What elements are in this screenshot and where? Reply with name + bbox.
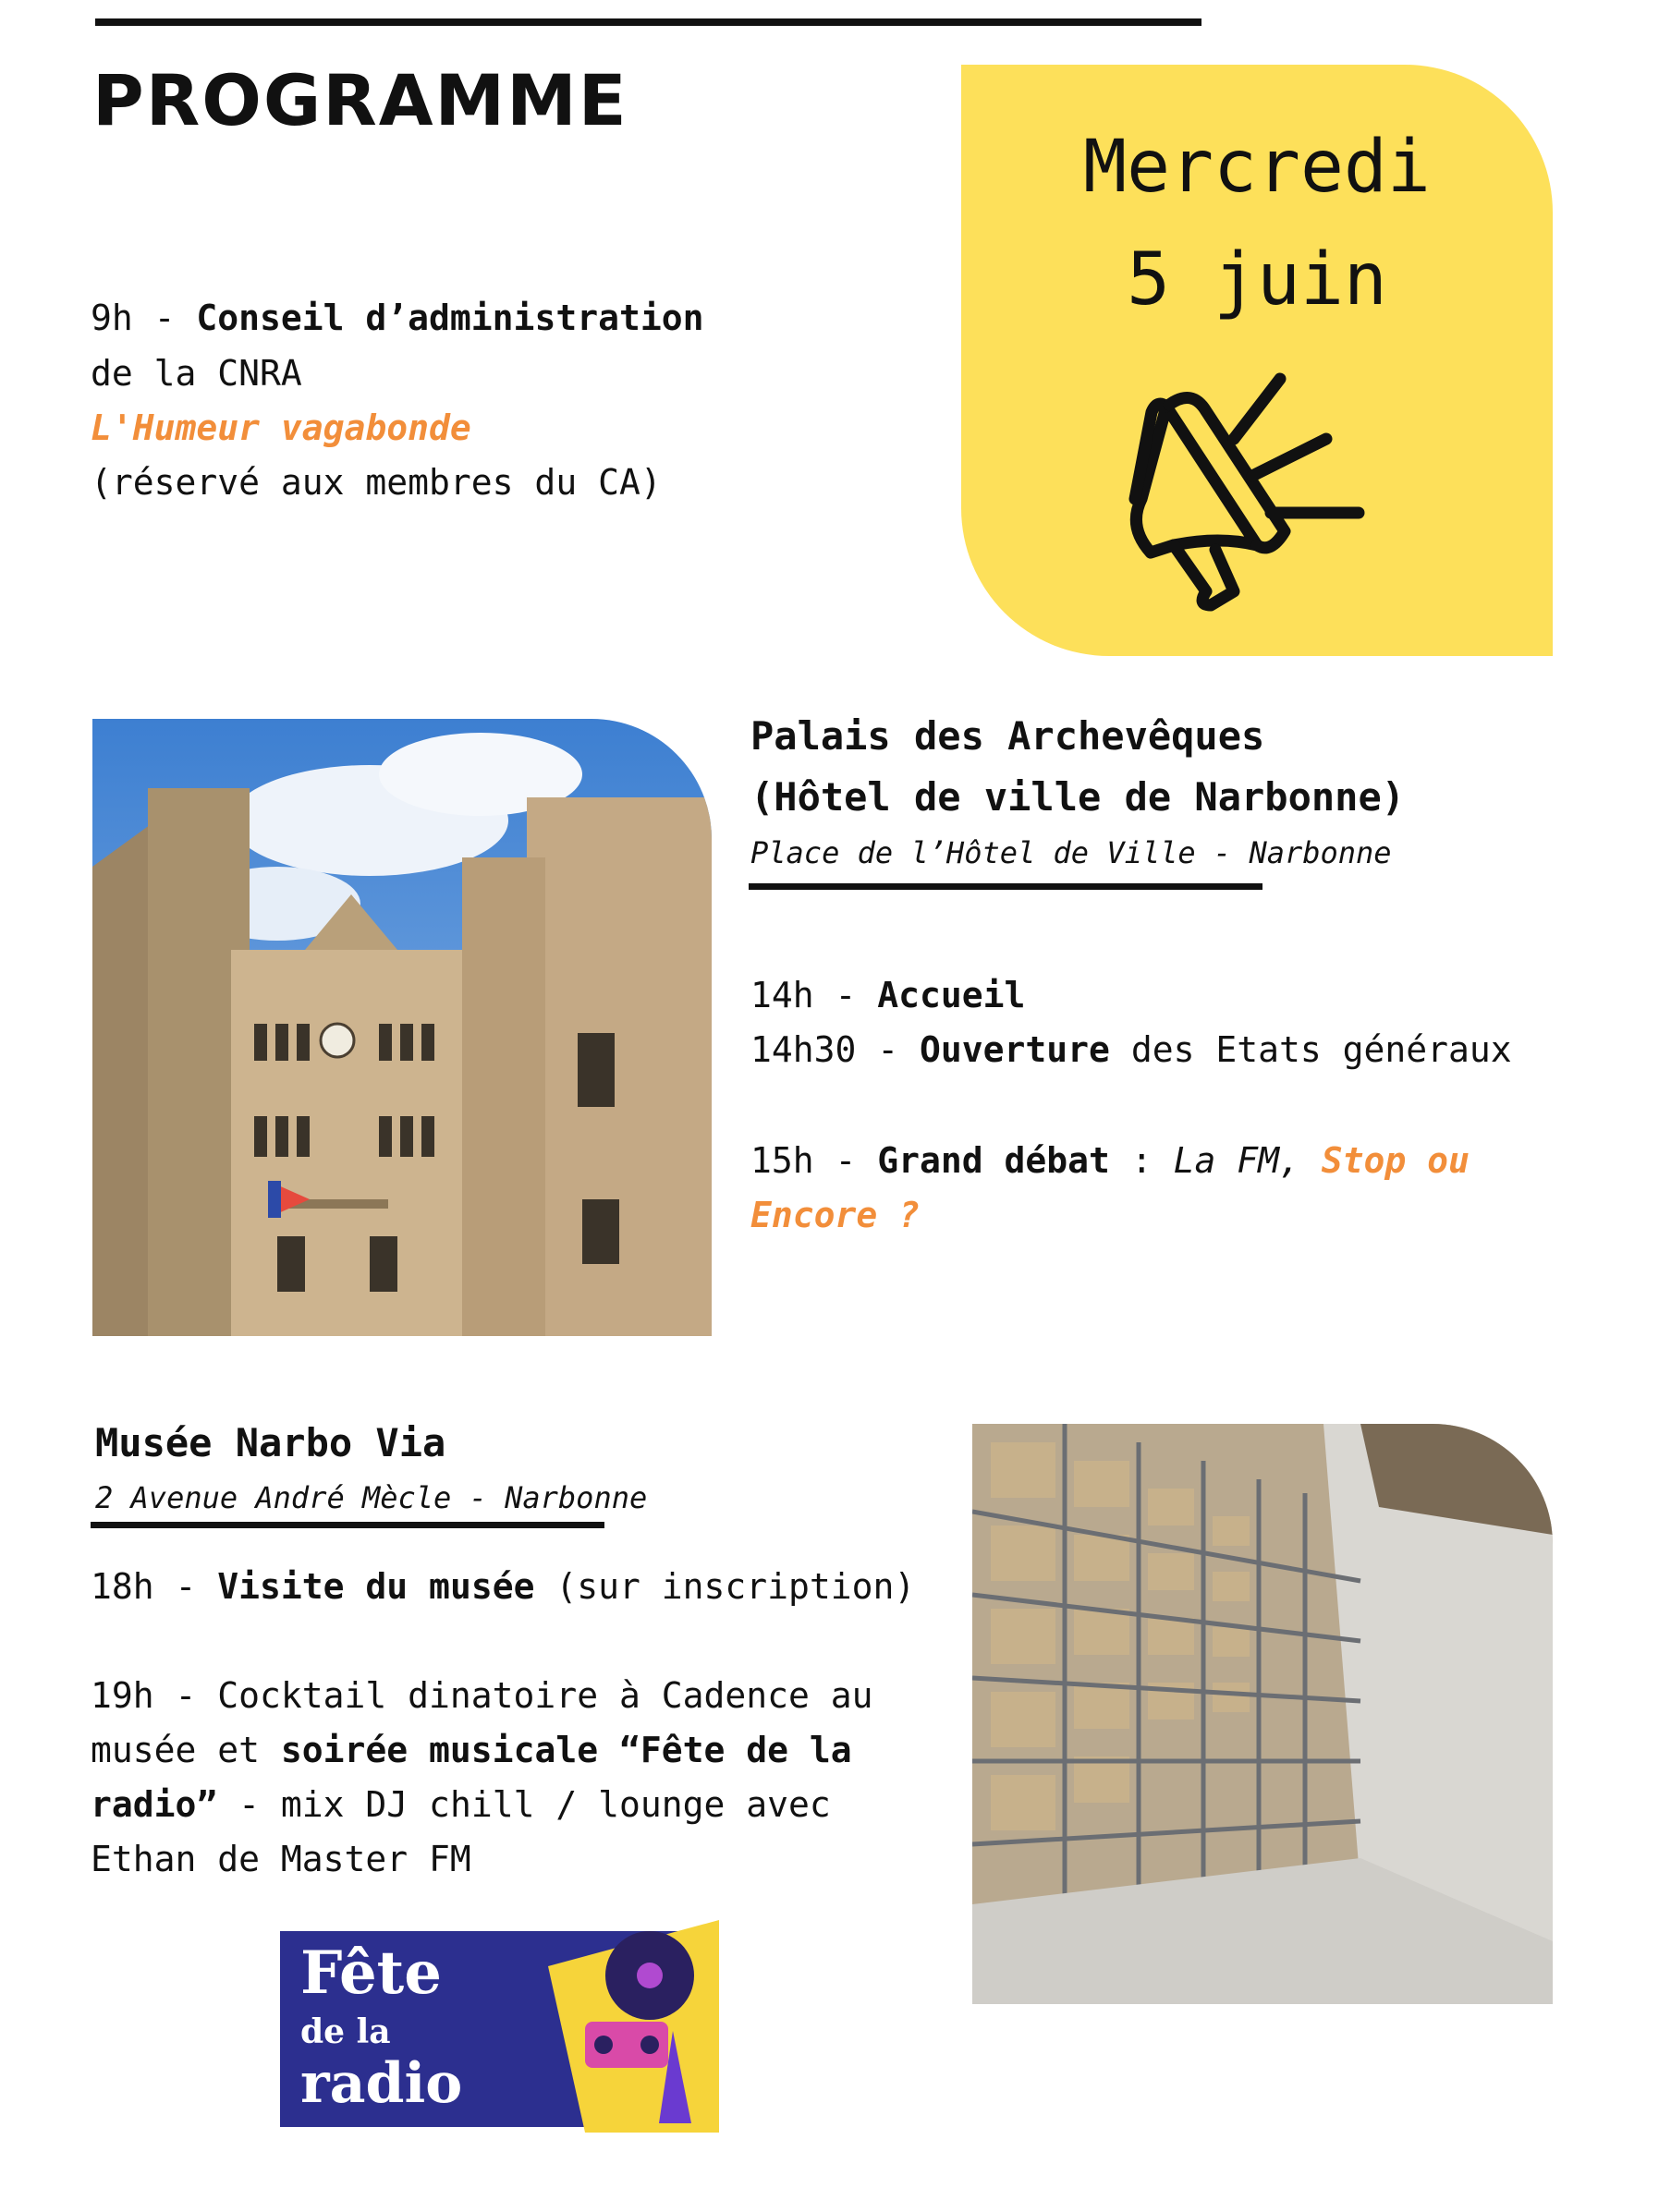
museum-address-underline [91,1522,604,1528]
date-day: 5 juin [1127,238,1387,322]
fete-de-la-radio-logo [280,1920,719,2133]
logo-decoration [511,1920,719,2133]
top-rule [95,18,1201,26]
museum-name: Musée Narbo Via [95,1420,446,1465]
palace-event-3: 15h - Grand débat : La FM, Stop ou [750,1140,1470,1181]
palace-photo [92,719,712,1336]
morning-line1: 9h - Conseil d’administration [91,298,704,338]
museum-visit: 18h - Visite du musée (sur inscription) [91,1566,916,1607]
palace-name-line2: (Hôtel de ville de Narbonne) [750,774,1406,820]
date-weekday: Mercredi [1083,126,1431,209]
palace-name-line1: Palais des Archevêques [750,713,1265,759]
museum-cocktail-line3: radio” - mix DJ chill / lounge avec [91,1784,831,1825]
museum-cocktail-line2: musée et soirée musicale “Fête de la [91,1730,852,1770]
palace-event-2: 14h30 - Ouverture des Etats généraux [750,1029,1512,1070]
museum-cocktail-line1: 19h - Cocktail dinatoire à Cadence au [91,1675,873,1716]
palace-event-3-cont: Encore ? [750,1195,921,1235]
morning-note: (réservé aux membres du CA) [91,462,662,503]
date-card [961,65,1553,656]
palace-address-underline [749,883,1262,890]
palace-address: Place de l’Hôtel de Ville - Narbonne [750,835,1392,870]
megaphone-icon [1118,360,1414,656]
logo-text-line1: Fête [300,1939,442,2008]
logo-text-line3: radio [300,2051,463,2116]
logo-text-line2: de la [300,2012,391,2051]
museum-address: 2 Avenue André Mècle - Narbonne [95,1480,648,1515]
museum-cocktail-line4: Ethan de Master FM [91,1839,471,1879]
palace-event-1: 14h - Accueil [750,975,1026,1015]
morning-line2: de la CNRA [91,353,302,394]
page-title: PROGRAMME [92,59,628,141]
morning-venue: L'Humeur vagabonde [91,407,471,448]
museum-photo [972,1424,1553,2004]
